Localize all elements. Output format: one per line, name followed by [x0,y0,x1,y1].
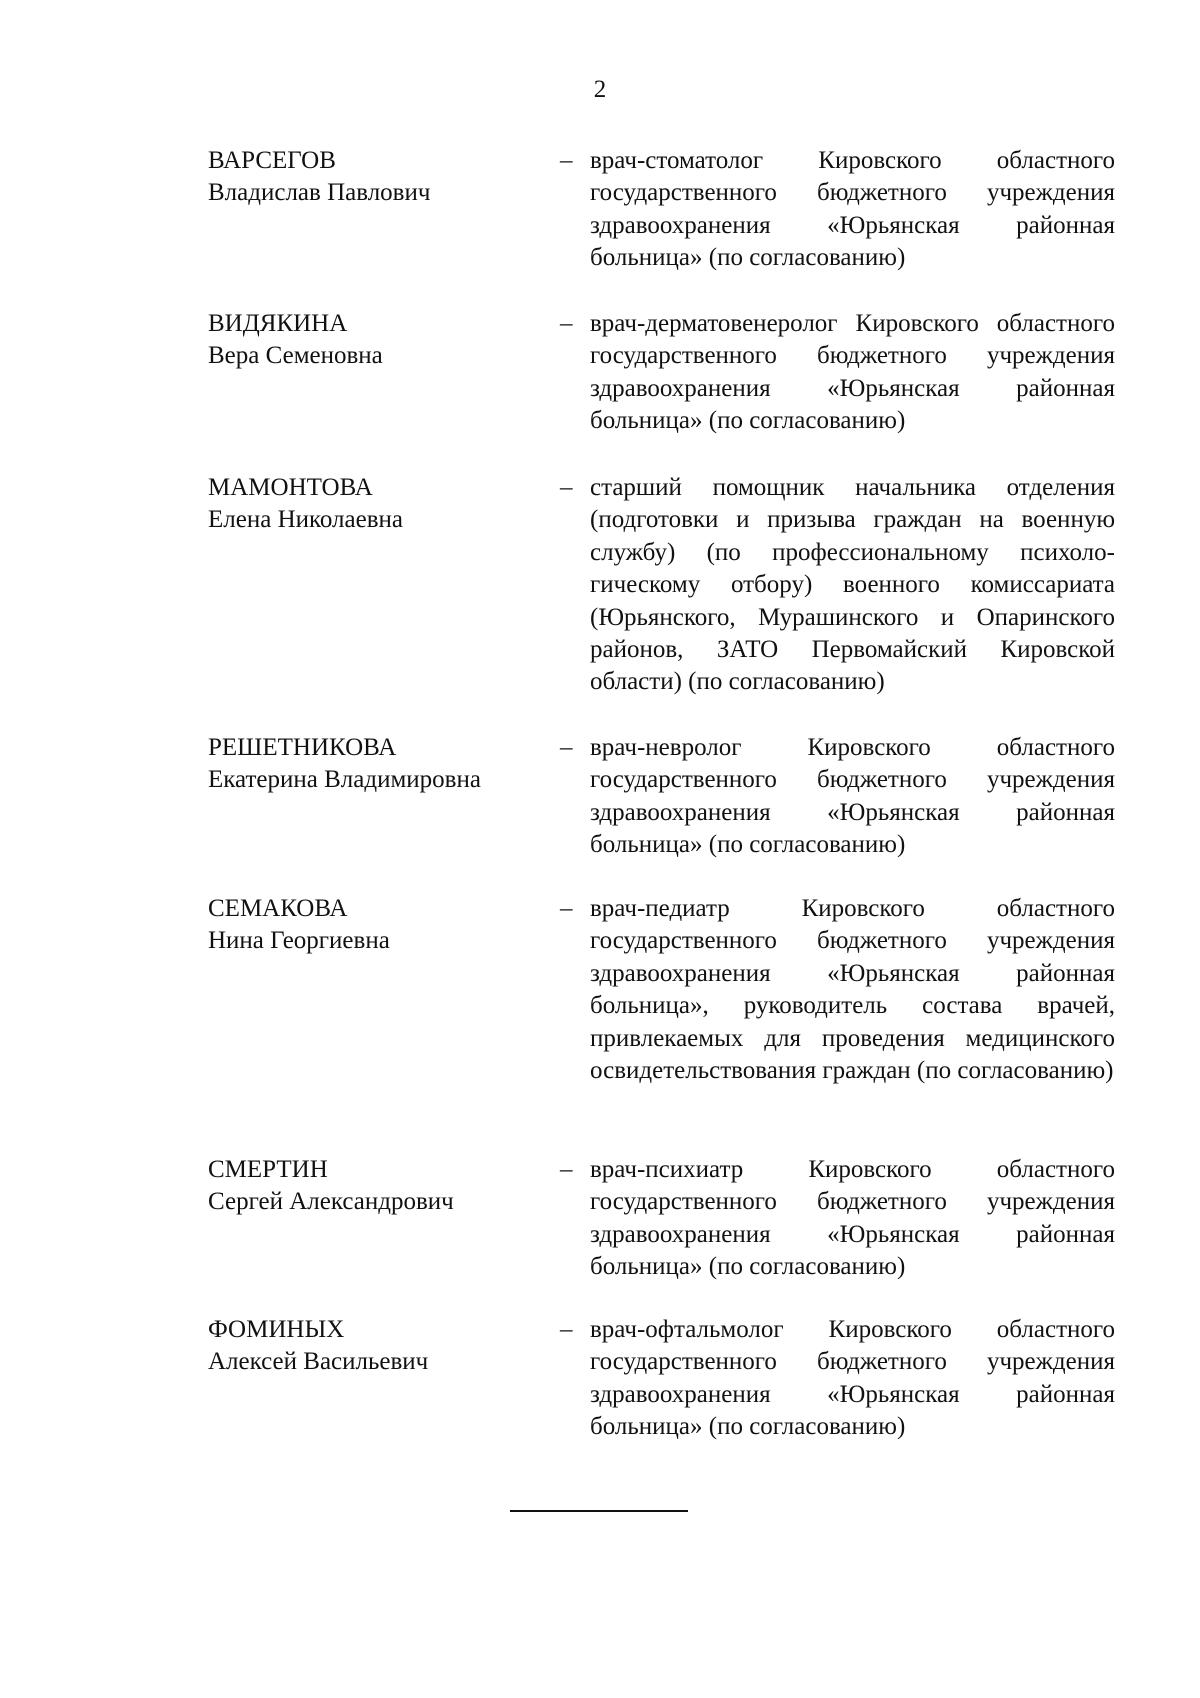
member-given-names: Елена Николаевна [208,506,403,533]
member-surname: ФОМИНЫХ [208,1316,345,1343]
member-given-names: Владислав Павлович [208,179,431,206]
member-given-names: Сергей Александрович [208,1188,454,1215]
member-description: врач-невролог Кировского областного государственного бюджетного учреждения здравоохранения «Юрьянская районная больница» (по согласованию) [590,734,1115,859]
member-surname: РЕШЕТНИКОВА [208,734,397,761]
entry-dash: – [560,895,573,922]
entry-dash: – [560,147,573,174]
member-given-names: Нина Георгиевна [208,927,390,954]
entry-dash: – [560,474,573,501]
member-name [208,732,548,796]
member-given-names: Екатерина Владимировна [208,766,481,793]
member-given-names: Вера Семеновна [208,342,383,369]
member-description: врач-педиатр Кировского областного государственного бюджетного учреждения здравоохранения «Юрьянская районная больница», руководитель состава врачей, привлекаемых для проведения медицинского освидетельствования граждан (по согласованию) [590,895,1115,1085]
member-name [208,472,548,536]
member-description: врач-офтальмолог Кировского областного государственного бюджетного учреждения здравоохранения «Юрьянская районная больница» (по согласованию) [590,1316,1115,1441]
member-name [208,308,548,372]
member-surname: ВАРСЕГОВ [208,147,336,174]
entry-dash: – [560,1156,573,1183]
member-surname: МАМОНТОВА [208,474,373,501]
member-given-names: Алексей Васильевич [208,1348,429,1375]
end-separator-line [510,1510,688,1512]
member-surname: ВИДЯКИНА [208,310,348,337]
page-number: 2 [593,76,607,103]
member-surname: СЕМАКОВА [208,895,348,922]
member-description: врач-дерматовенеролог Кировского областного государственного бюджетного учреждения здравоохранения «Юрьянская районная больница» (по согласованию) [590,310,1115,435]
member-description: врач-стоматолог Кировского областного государственного бюджетного учреждения здравоохранения «Юрьянская районная больница» (по согласованию) [590,147,1115,272]
member-description: врач-психиатр Кировского областного государственного бюджетного учреждения здравоохранения «Юрьянская районная больница» (по согласованию) [590,1156,1115,1281]
entry-dash: – [560,734,573,761]
entry-dash: – [560,1316,573,1343]
member-surname: СМЕРТИН [208,1156,328,1183]
member-name [208,145,548,209]
member-name [208,893,548,957]
entry-dash: – [560,310,573,337]
member-name [208,1314,548,1378]
member-name [208,1154,548,1218]
member-description: старший помощник начальника отделения (подготовки и призыва граждан на военную службу) (по профессиональному психологическому отбору) военного комиссариата (Юрьянского, Мурашинского и Опаринского районов, ЗАТО Первомайский Кировской области) (по согласованию) [590,474,1115,696]
